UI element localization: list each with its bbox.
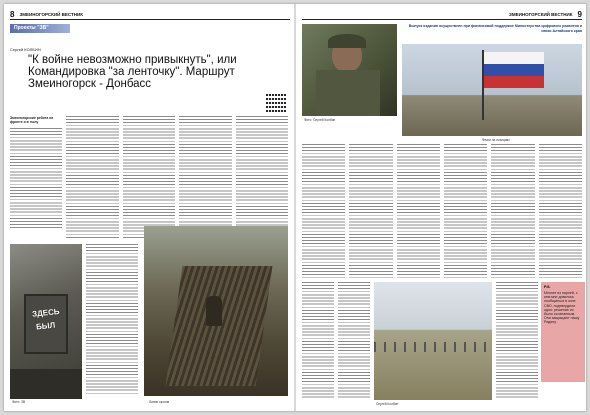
flags-caption: Флаги на позициях	[482, 138, 510, 142]
article-title: "К войне невозможно привыкнуть", или Командировка "за ленточку". Маршрут Змеиногорск - Донбасс	[28, 54, 237, 90]
left-header-text: ЗМЕИНОГОРСКИЙ ВЕСТНИК	[19, 12, 83, 17]
text-column	[66, 116, 118, 240]
lede-column	[10, 116, 62, 240]
text-column	[179, 116, 231, 240]
text-column	[302, 282, 334, 400]
trench-wall	[166, 266, 273, 386]
trench-photo	[144, 226, 288, 396]
text-column	[349, 144, 392, 278]
text-column	[539, 144, 582, 278]
left-page-number: 8	[10, 10, 15, 19]
sign-caption: Фото: ЗВ	[12, 400, 26, 404]
sidebar-heading: Р.S.	[544, 285, 551, 289]
bottom-caption: Сергей Колбин	[376, 402, 399, 406]
text-column	[338, 282, 370, 400]
ruined-sign-photo	[10, 244, 82, 399]
helmet	[328, 34, 366, 48]
sign-board	[24, 294, 68, 354]
right-page-header	[302, 10, 582, 20]
newspaper-spread	[4, 4, 586, 411]
text-column	[397, 144, 440, 278]
fence-row	[374, 342, 492, 352]
flags-photo	[402, 44, 582, 136]
trench-caption: Линия окопов	[149, 400, 170, 404]
left-page-header	[10, 10, 290, 20]
funding-note: Выпуск издания осуществлен при финансовой поддержке Министерства цифрового развития и связи Алтайского края	[408, 24, 582, 33]
right-text-columns	[302, 144, 582, 278]
text-column	[491, 144, 534, 278]
uniform	[316, 70, 380, 116]
lede-text: Змеиногорские ребята на фронте и в тылу	[10, 116, 54, 124]
sidebar-text: Многие из парней, с кем мне довелось пообщаться в зоне СВО, подтвердили одно: решение их было осознанным. Они защищают нашу Родину.	[544, 291, 580, 325]
sign-text-1: ЗДЕСЬ	[31, 306, 60, 319]
soldier-photo	[302, 24, 397, 116]
soldier-silhouette	[206, 296, 222, 326]
text-column	[123, 116, 175, 240]
ground-debris	[10, 369, 82, 399]
sign-text-2: БЫЛ	[35, 320, 56, 332]
text-column	[86, 244, 138, 394]
rubric-label: Проекты "ЗВ"	[10, 24, 70, 33]
flag-red	[484, 76, 544, 88]
left-text-columns	[10, 116, 288, 240]
text-column	[236, 116, 288, 240]
right-lower-columns-2	[496, 282, 538, 400]
right-header-text: ЗМЕИНОГОРСКИЙ ВЕСТНИК	[509, 12, 573, 17]
text-column	[302, 144, 345, 278]
soldier-caption: Фото: Сергей Колбин	[304, 118, 336, 122]
right-lower-columns	[302, 282, 370, 400]
right-page-number: 9	[577, 10, 582, 19]
text-column	[444, 144, 487, 278]
flag-white	[484, 52, 544, 64]
byline: Сергей КОЛБИН	[10, 47, 41, 52]
text-column	[496, 282, 538, 400]
qr-code	[266, 92, 286, 112]
ps-sidebar	[541, 282, 585, 382]
field-photo	[374, 282, 492, 400]
text-column	[10, 128, 62, 228]
left-lower-columns	[86, 244, 138, 394]
page-gutter	[294, 4, 296, 411]
flag-blue	[484, 64, 544, 76]
